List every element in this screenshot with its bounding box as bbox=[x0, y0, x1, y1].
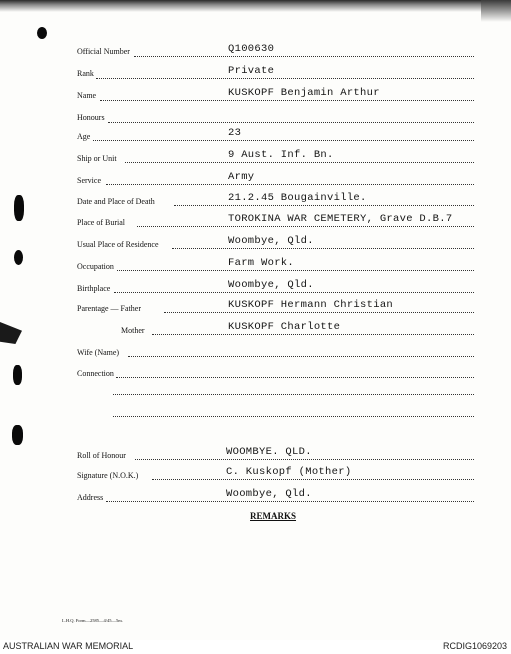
field-label: Occupation bbox=[77, 262, 114, 271]
field-value: 21.2.45 Bougainville. bbox=[228, 192, 367, 204]
field-value: WOOMBYE. QLD. bbox=[226, 446, 312, 458]
field-date-place-of-death bbox=[0, 193, 511, 211]
field-label: Date and Place of Death bbox=[77, 197, 155, 206]
remarks-heading: REMARKS bbox=[250, 511, 297, 521]
field-value: Q100630 bbox=[228, 43, 275, 55]
field-name bbox=[0, 88, 511, 106]
footer-institution: AUSTRALIAN WAR MEMORIAL bbox=[3, 641, 134, 651]
field-value: 9 Aust. Inf. Bn. bbox=[228, 149, 334, 161]
field-label: Wife (Name) bbox=[77, 348, 120, 357]
field-value: Woombye, Qld. bbox=[228, 235, 314, 247]
archive-footer bbox=[0, 640, 511, 654]
field-father bbox=[0, 300, 511, 318]
connection-line-2 bbox=[113, 394, 474, 395]
field-label: Address bbox=[77, 493, 104, 502]
field-occupation bbox=[0, 258, 511, 276]
field-label: Connection bbox=[77, 369, 114, 378]
field-value: KUSKOPF Hermann Christian bbox=[228, 299, 394, 311]
field-ship-or-unit bbox=[0, 148, 511, 166]
field-label: Signature (N.O.K.) bbox=[77, 471, 139, 480]
field-value: Private bbox=[228, 65, 275, 77]
field-connection bbox=[0, 366, 511, 384]
field-birthplace bbox=[0, 280, 511, 298]
field-label: Mother bbox=[121, 326, 145, 335]
field-value: KUSKOPF Benjamin Arthur bbox=[228, 87, 380, 99]
field-value: TOROKINA WAR CEMETERY, Grave D.B.7 bbox=[228, 213, 453, 225]
scan-top-edge bbox=[0, 0, 511, 12]
field-value: Woombye, Qld. bbox=[226, 488, 312, 500]
field-label: Roll of Honour bbox=[77, 451, 126, 460]
field-signature bbox=[0, 467, 511, 485]
field-official-number bbox=[0, 44, 511, 62]
field-label: Name bbox=[77, 91, 97, 100]
field-rank bbox=[0, 66, 511, 84]
field-residence bbox=[0, 236, 511, 254]
field-service bbox=[0, 171, 511, 189]
field-value: KUSKOPF Charlotte bbox=[228, 321, 341, 333]
field-value: Woombye, Qld. bbox=[228, 279, 314, 291]
footer-record-id: RCDIG1069203 bbox=[442, 641, 507, 651]
punch-hole-top bbox=[37, 27, 47, 39]
field-label: Rank bbox=[77, 69, 94, 78]
punch-hole-bottom bbox=[12, 425, 23, 445]
field-label: Place of Burial bbox=[77, 218, 125, 227]
field-roll-of-honour bbox=[0, 447, 511, 465]
field-mother bbox=[0, 322, 511, 340]
field-label: Usual Place of Residence bbox=[77, 240, 159, 249]
field-value: C. Kuskopf (Mother) bbox=[226, 466, 352, 478]
form-identifier: L.H.Q. Form—2585—4/45—5m. bbox=[62, 618, 123, 623]
field-address bbox=[0, 489, 511, 507]
field-label: Honours bbox=[77, 113, 105, 122]
field-place-of-burial bbox=[0, 214, 511, 232]
field-label: Age bbox=[77, 132, 91, 141]
field-label: Parentage — Father bbox=[77, 304, 141, 313]
scan-corner-shadow bbox=[481, 0, 511, 22]
field-value: Army bbox=[228, 171, 255, 183]
field-wife bbox=[0, 345, 511, 363]
field-value: 23 bbox=[228, 127, 242, 139]
field-age bbox=[0, 126, 511, 144]
field-label: Official Number bbox=[77, 47, 130, 56]
field-label: Birthplace bbox=[77, 284, 111, 293]
field-value: Farm Work. bbox=[228, 257, 295, 269]
connection-line-3 bbox=[113, 416, 474, 417]
field-label: Service bbox=[77, 176, 101, 185]
field-label: Ship or Unit bbox=[77, 154, 117, 163]
